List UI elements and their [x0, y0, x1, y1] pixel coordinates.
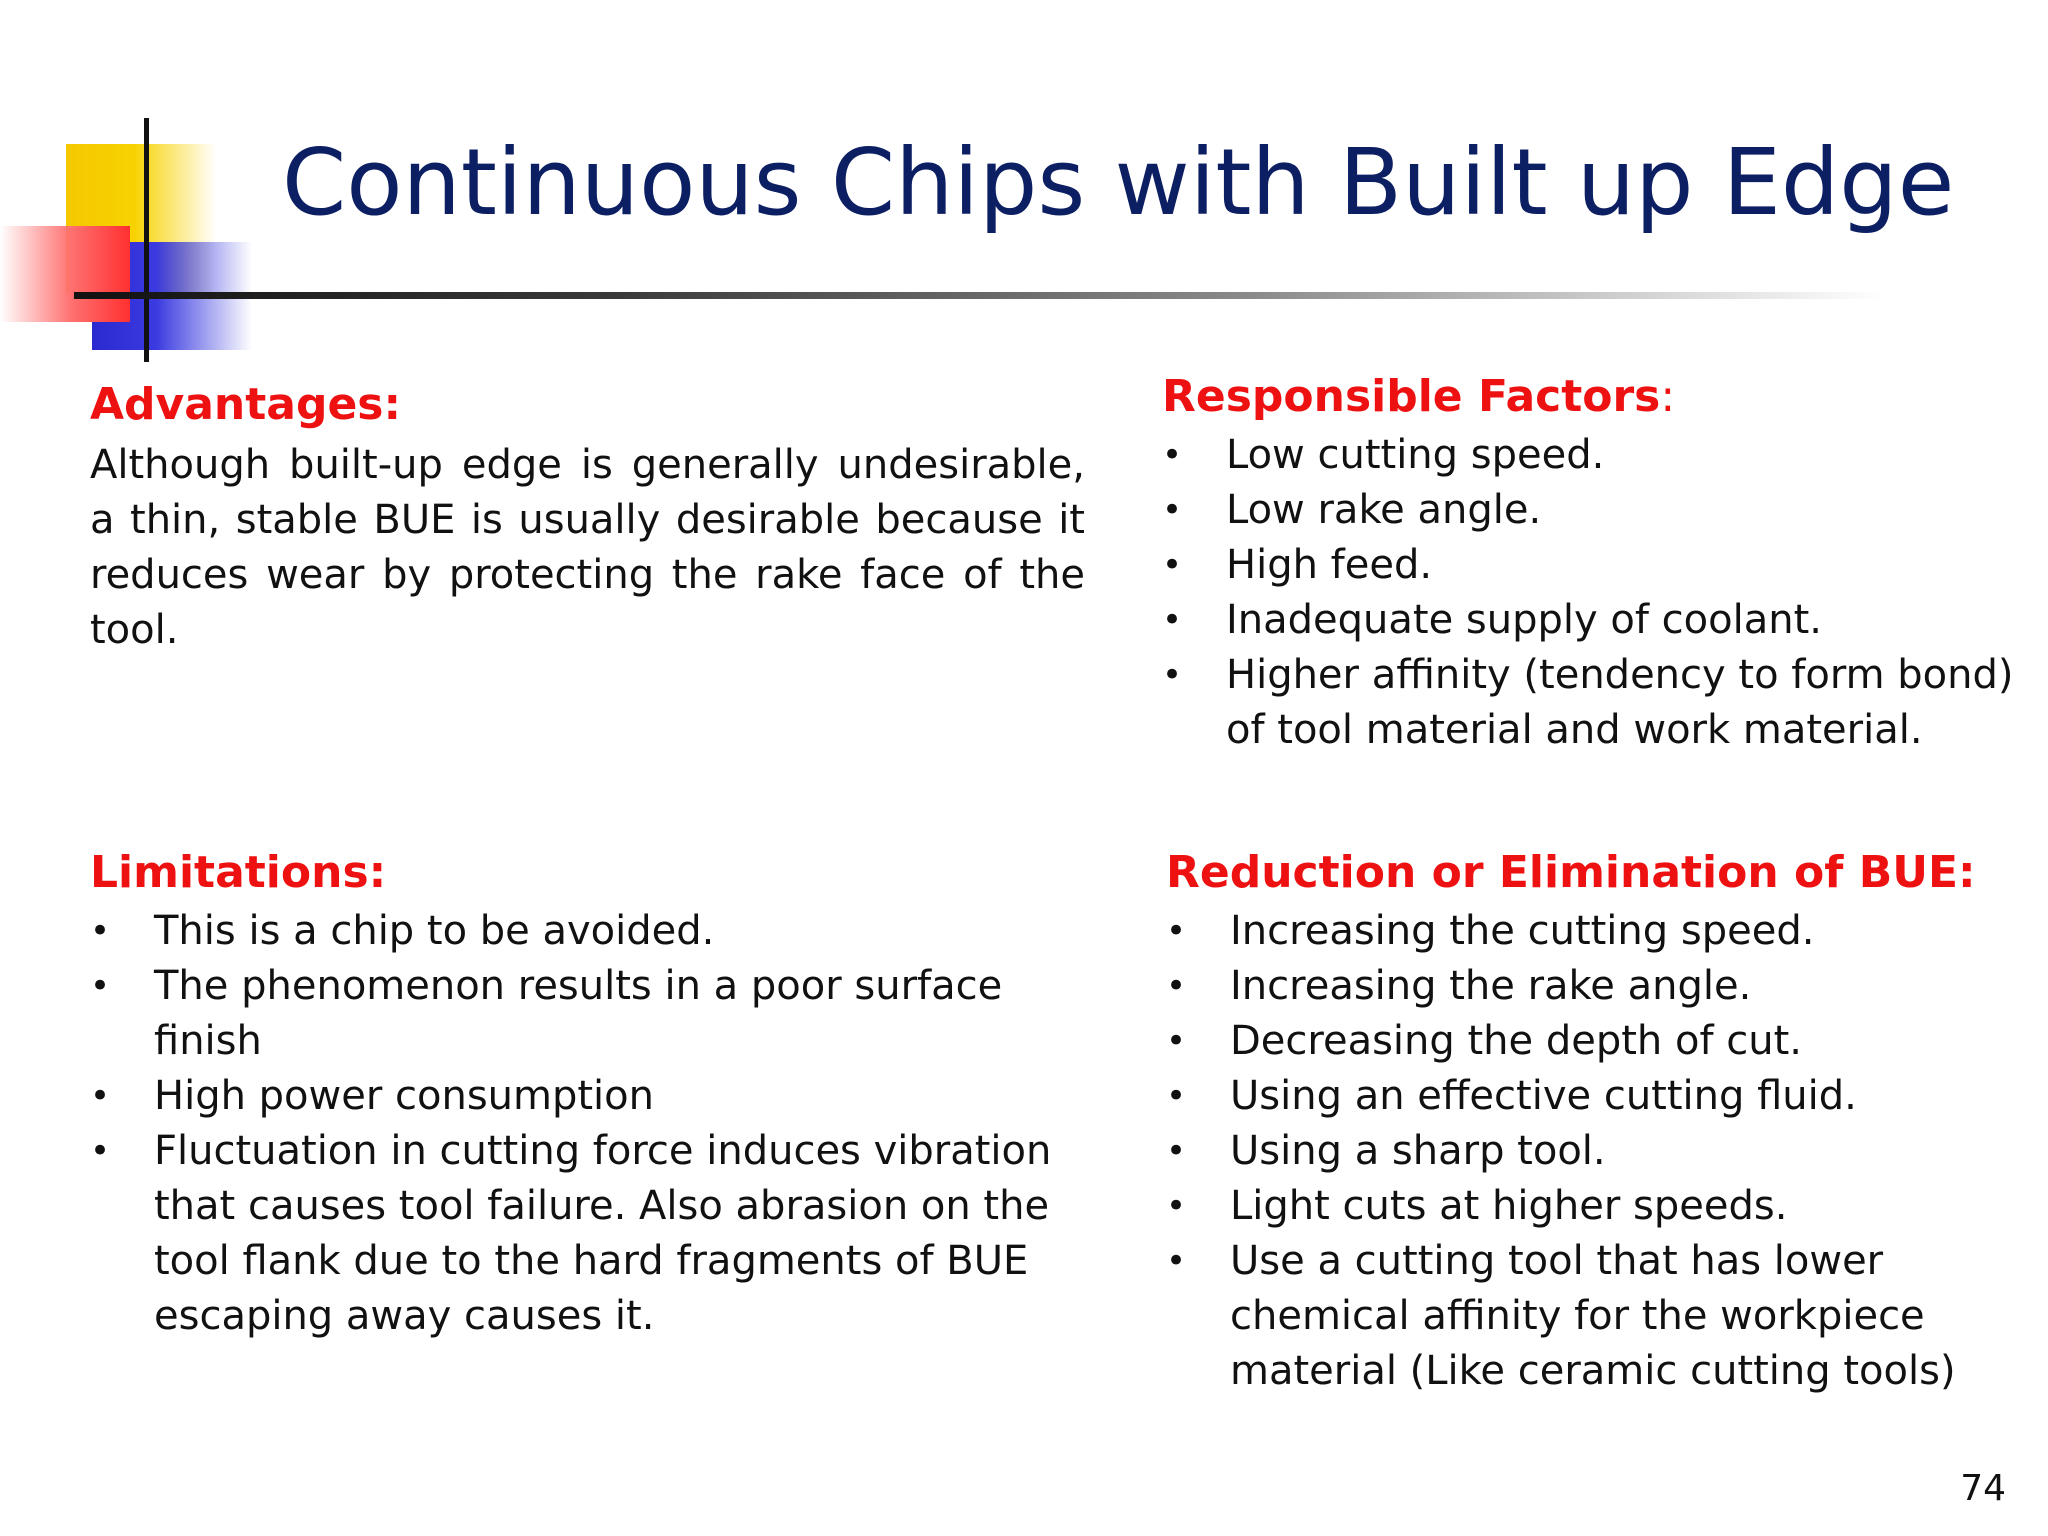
list-item: • Fluctuation in cutting force induces vibration that causes tool failure. Also abrasion on the tool flank due to the hard fragments of BUE escaping away causes it.: [90, 1124, 1090, 1344]
bullet-icon: •: [1162, 490, 1183, 530]
vertical-line-decoration: [144, 118, 149, 362]
title-underline: [74, 292, 1884, 299]
list-item: • Light cuts at higher speeds.: [1166, 1179, 2026, 1234]
responsible-factors-heading: Responsible Factors:: [1162, 371, 1676, 422]
list-item: • Using an effective cutting fluid.: [1166, 1069, 2026, 1124]
responsible-factors-list: [1162, 428, 2022, 758]
bullet-icon: •: [1162, 600, 1183, 640]
bullet-icon: •: [1162, 435, 1183, 475]
bullet-icon: •: [1166, 1076, 1187, 1116]
list-item: • Low cutting speed.: [1162, 428, 2022, 483]
responsible-factors-section: [1162, 368, 2022, 758]
bullet-icon: •: [1166, 1241, 1187, 1281]
bullet-icon: •: [90, 911, 111, 951]
list-item: • Low rake angle.: [1162, 483, 2022, 538]
advantages-section: [90, 376, 1085, 658]
reduction-list: [1166, 904, 2026, 1399]
bullet-icon: •: [90, 1131, 111, 1171]
bullet-icon: •: [1166, 911, 1187, 951]
bullet-icon: •: [1166, 1131, 1187, 1171]
list-item: • This is a chip to be avoided.: [90, 904, 1090, 959]
list-item: • High feed.: [1162, 538, 2022, 593]
limitations-section: [90, 844, 1090, 1344]
list-item: • Inadequate supply of coolant.: [1162, 593, 2022, 648]
reduction-heading: Reduction or Elimination of BUE:: [1166, 847, 1976, 898]
bullet-icon: •: [1166, 1186, 1187, 1226]
bullet-icon: •: [1162, 545, 1183, 585]
list-item: • Using a sharp tool.: [1166, 1124, 2026, 1179]
bullet-icon: •: [90, 966, 111, 1006]
slide-title: Continuous Chips with Built up Edge: [282, 129, 1955, 236]
bullet-icon: •: [1166, 1021, 1187, 1061]
red-square-decoration: [0, 226, 130, 322]
advantages-text: Although built-up edge is generally undesirable, a thin, stable BUE is usually desirable because it reduces wear by protecting the rake face of the tool.: [90, 442, 1085, 653]
list-item: • High power consumption: [90, 1069, 1090, 1124]
list-item: • Use a cutting tool that has lower chemical affinity for the workpiece material (Like ceramic cutting tools): [1166, 1234, 2026, 1399]
bullet-icon: •: [90, 1076, 111, 1116]
page-number: 74: [1960, 1468, 2006, 1509]
bullet-icon: •: [1162, 655, 1183, 695]
list-item: • Decreasing the depth of cut.: [1166, 1014, 2026, 1069]
list-item: • Increasing the cutting speed.: [1166, 904, 2026, 959]
reduction-section: [1166, 844, 2026, 1399]
list-item: • Higher affinity (tendency to form bond) of tool material and work material.: [1162, 648, 2022, 758]
advantages-heading: Advantages:: [90, 379, 402, 430]
limitations-heading: Limitations:: [90, 847, 387, 898]
list-item: • The phenomenon results in a poor surface finish: [90, 959, 1090, 1069]
limitations-list: [90, 904, 1090, 1344]
list-item: • Increasing the rake angle.: [1166, 959, 2026, 1014]
bullet-icon: •: [1166, 966, 1187, 1006]
